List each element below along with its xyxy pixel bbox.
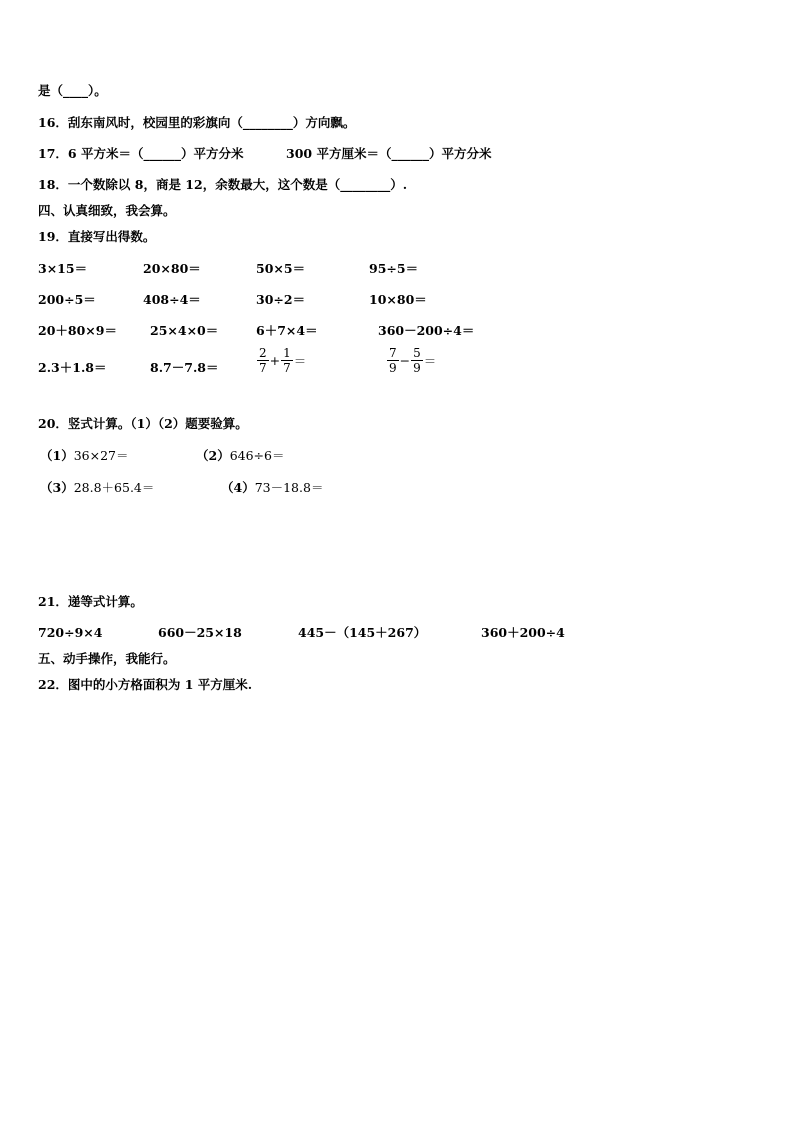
vertical-calc-item: [40, 480, 154, 496]
fraction-calc-item: [256, 346, 306, 375]
item-label: （1）: [40, 448, 74, 463]
equals-sign: ＝: [293, 353, 307, 369]
calc-item: 20×80＝: [143, 261, 201, 276]
item-label: （4）: [221, 480, 255, 495]
question-20: 20．竖式计算。（1）（2）题要验算。: [38, 416, 248, 431]
fraction: [281, 346, 293, 375]
calc-item: 2.3＋1.8＝: [38, 360, 107, 375]
item-label: （3）: [40, 480, 74, 495]
stepwise-calc-item: 660－25×18: [158, 625, 242, 640]
numerator: 5: [413, 346, 421, 360]
question-17-part-b: 300 平方厘米＝（______）平方分米: [286, 146, 492, 161]
question-19: 19．直接写出得数。: [38, 229, 156, 244]
operator: −: [399, 353, 411, 368]
stepwise-calc-item: 360＋200÷4: [481, 625, 565, 640]
denominator: 7: [259, 361, 267, 375]
calc-item: 30÷2＝: [256, 292, 306, 307]
calc-item: 25×4×0＝: [150, 323, 219, 338]
calc-item: 360－200÷4＝: [378, 323, 475, 338]
stepwise-calc-item: 720÷9×4: [38, 625, 103, 640]
calc-item: 95÷5＝: [369, 261, 419, 276]
question-18: 18．一个数除以 8，商是 12，余数最大，这个数是（________）.: [38, 177, 408, 192]
equals-sign: ＝: [423, 353, 437, 369]
fraction: [411, 346, 423, 375]
vertical-calc-item: [196, 448, 285, 464]
question-17-part-a: 17．6 平方米＝（______）平方分米: [38, 146, 244, 161]
numerator: 7: [389, 346, 397, 360]
item-expression: 28.8＋65.4＝: [73, 480, 155, 495]
calc-item: 8.7－7.8＝: [150, 360, 219, 375]
item-expression: 646÷6＝: [229, 448, 285, 463]
fraction: [257, 346, 269, 375]
fraction: [387, 346, 399, 375]
calc-item: 6＋7×4＝: [256, 323, 318, 338]
calc-item: 10×80＝: [369, 292, 427, 307]
item-expression: 36×27＝: [73, 448, 129, 463]
calc-item: 3×15＝: [38, 261, 88, 276]
item-label: （2）: [196, 448, 230, 463]
section-5-heading: 五、动手操作，我能行。: [38, 651, 176, 666]
vertical-calc-item: [221, 480, 323, 496]
calc-item: 50×5＝: [256, 261, 306, 276]
numerator: 1: [283, 346, 291, 360]
operator: +: [269, 353, 281, 368]
calc-item: 408÷4＝: [143, 292, 201, 307]
numerator: 2: [259, 346, 267, 360]
calc-item: 200÷5＝: [38, 292, 96, 307]
section-4-heading: 四、认真细致，我会算。: [38, 203, 176, 218]
fraction-calc-item: [386, 346, 436, 375]
question-15-tail: 是（____）。: [38, 83, 107, 98]
stepwise-calc-item: 445－（145＋267）: [298, 625, 427, 640]
vertical-calc-item: [40, 448, 129, 464]
item-expression: 73－18.8＝: [254, 480, 324, 495]
question-21: 21．递等式计算。: [38, 594, 143, 609]
denominator: 9: [413, 361, 421, 375]
denominator: 9: [389, 361, 397, 375]
question-16: 16．刮东南风时，校园里的彩旗向（________）方向飘。: [38, 115, 356, 130]
question-22: 22．图中的小方格面积为 1 平方厘米.: [38, 677, 253, 692]
denominator: 7: [283, 361, 291, 375]
calc-item: 20＋80×9＝: [38, 323, 117, 338]
